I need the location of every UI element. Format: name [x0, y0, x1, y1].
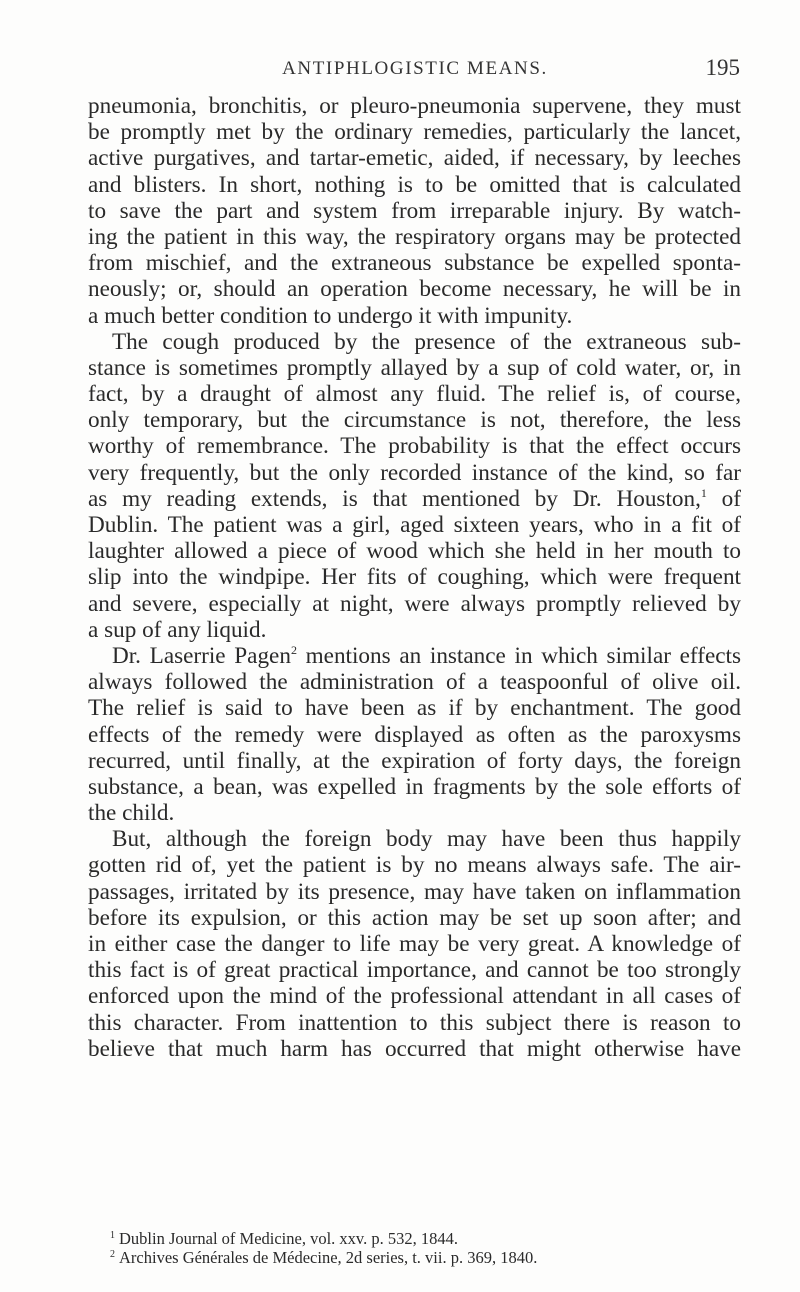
text-line: ing the patient in this way, the respiratory organs may be protected [88, 223, 741, 250]
paragraph-start: But, although the foreign body may have been thus happily [112, 826, 741, 853]
text-line: and blisters. In short, nothing is to be omitted that is calculated [88, 171, 741, 198]
text-line: believe that much harm has occurred that might otherwise have [88, 1035, 741, 1062]
text-line: this fact is of great practical importance, and cannot be too strongly [88, 957, 741, 984]
text-line: laughter allowed a piece of wood which she held in her mouth to [88, 538, 741, 565]
text-line: always followed the administration of a teaspoonful of olive oil. [88, 669, 741, 696]
running-title: ANTIPHLOGISTIC MEANS. [282, 58, 548, 79]
text-line: pneumonia, bronchitis, or pleuro-pneumonia supervene, they must [88, 93, 741, 119]
footnote [110, 1226, 740, 1248]
text-line: active purgatives, and tartar-emetic, aided, if necessary, by leeches [88, 145, 741, 172]
text-line: in either case the danger to life may be very great. A knowledge of [88, 931, 741, 957]
body-text [88, 93, 741, 1062]
footnote-text: Dublin Journal of Medicine, vol. xxv. p. 532, 1844. [119, 1229, 458, 1248]
text-segment: mentions an instance in which similar effects [296, 642, 741, 669]
text-line: to save the part and system from irreparable injury. By watch- [88, 197, 741, 224]
footnotes [110, 1226, 740, 1267]
text-segment: Dr. Laserrie Pagen [112, 642, 291, 669]
text-segment: as my reading extends, is that mentioned by Dr. Houston, [88, 485, 701, 512]
running-head [90, 55, 740, 88]
footnote-text: Archives Générales de Médecine, 2d series, t. vii. p. 369, 1840. [119, 1248, 538, 1267]
text-line: substance, a bean, was expelled in fragments by the sole efforts of [88, 773, 741, 800]
text-line: fact, by a draught of almost any fluid. The relief is, of course, [88, 381, 741, 408]
text-line: passages, irritated by its presence, may have taken on inflammation [88, 878, 741, 905]
text-line: only temporary, but the circumstance is not, therefore, the less [88, 407, 741, 434]
text-line: Dublin. The patient was a girl, aged sixteen years, who in a fit of [88, 512, 741, 538]
text-segment: of [706, 485, 741, 512]
footnote-ref: 2 [290, 642, 297, 657]
text-line: from mischief, and the extraneous substance be expelled sponta- [88, 250, 741, 277]
text-line: slip into the windpipe. Her fits of coughing, which were frequent [88, 564, 741, 591]
text-line: effects of the remedy were displayed as often as the paroxysms [88, 721, 741, 748]
text-line: worthy of remembrance. The probability is that the effect occurs [88, 433, 741, 460]
text-line: recurred, until finally, at the expiration of forty days, the foreign [88, 747, 741, 774]
paragraph-start-with-ref [88, 643, 741, 669]
page-number: 195 [705, 55, 740, 80]
text-line: before its expulsion, or this action may be set up soon after; and [88, 904, 741, 931]
text-line: neously; or, should an operation become necessary, he will be in [88, 276, 741, 303]
text-line: the child. [88, 800, 175, 827]
text-line: a sup of any liquid. [88, 616, 267, 643]
paragraph-start: The cough produced by the presence of the extraneous sub- [112, 328, 741, 355]
text-line: and severe, especially at night, were always promptly relieved by [88, 590, 741, 617]
footnote-mark: 1 [110, 1230, 115, 1241]
text-line: be promptly met by the ordinary remedies, particularly the lancet, [88, 119, 741, 146]
footnote-ref: 1 [700, 485, 707, 500]
text-line: this character. From inattention to this subject there is reason to [88, 1009, 741, 1036]
footnote [110, 1245, 740, 1267]
text-line-with-ref [88, 486, 741, 512]
footnote-mark: 2 [110, 1249, 115, 1260]
text-line: gotten rid of, yet the patient is by no means always safe. The air- [88, 852, 741, 879]
text-line: very frequently, but the only recorded instance of the kind, so far [88, 459, 741, 486]
text-line: enforced upon the mind of the professional attendant in all cases of [88, 983, 741, 1010]
text-line: stance is sometimes promptly allayed by a sup of cold water, or, in [88, 354, 741, 381]
text-line: The relief is said to have been as if by enchantment. The good [88, 695, 741, 722]
text-line: a much better condition to undergo it with impunity. [88, 302, 573, 329]
